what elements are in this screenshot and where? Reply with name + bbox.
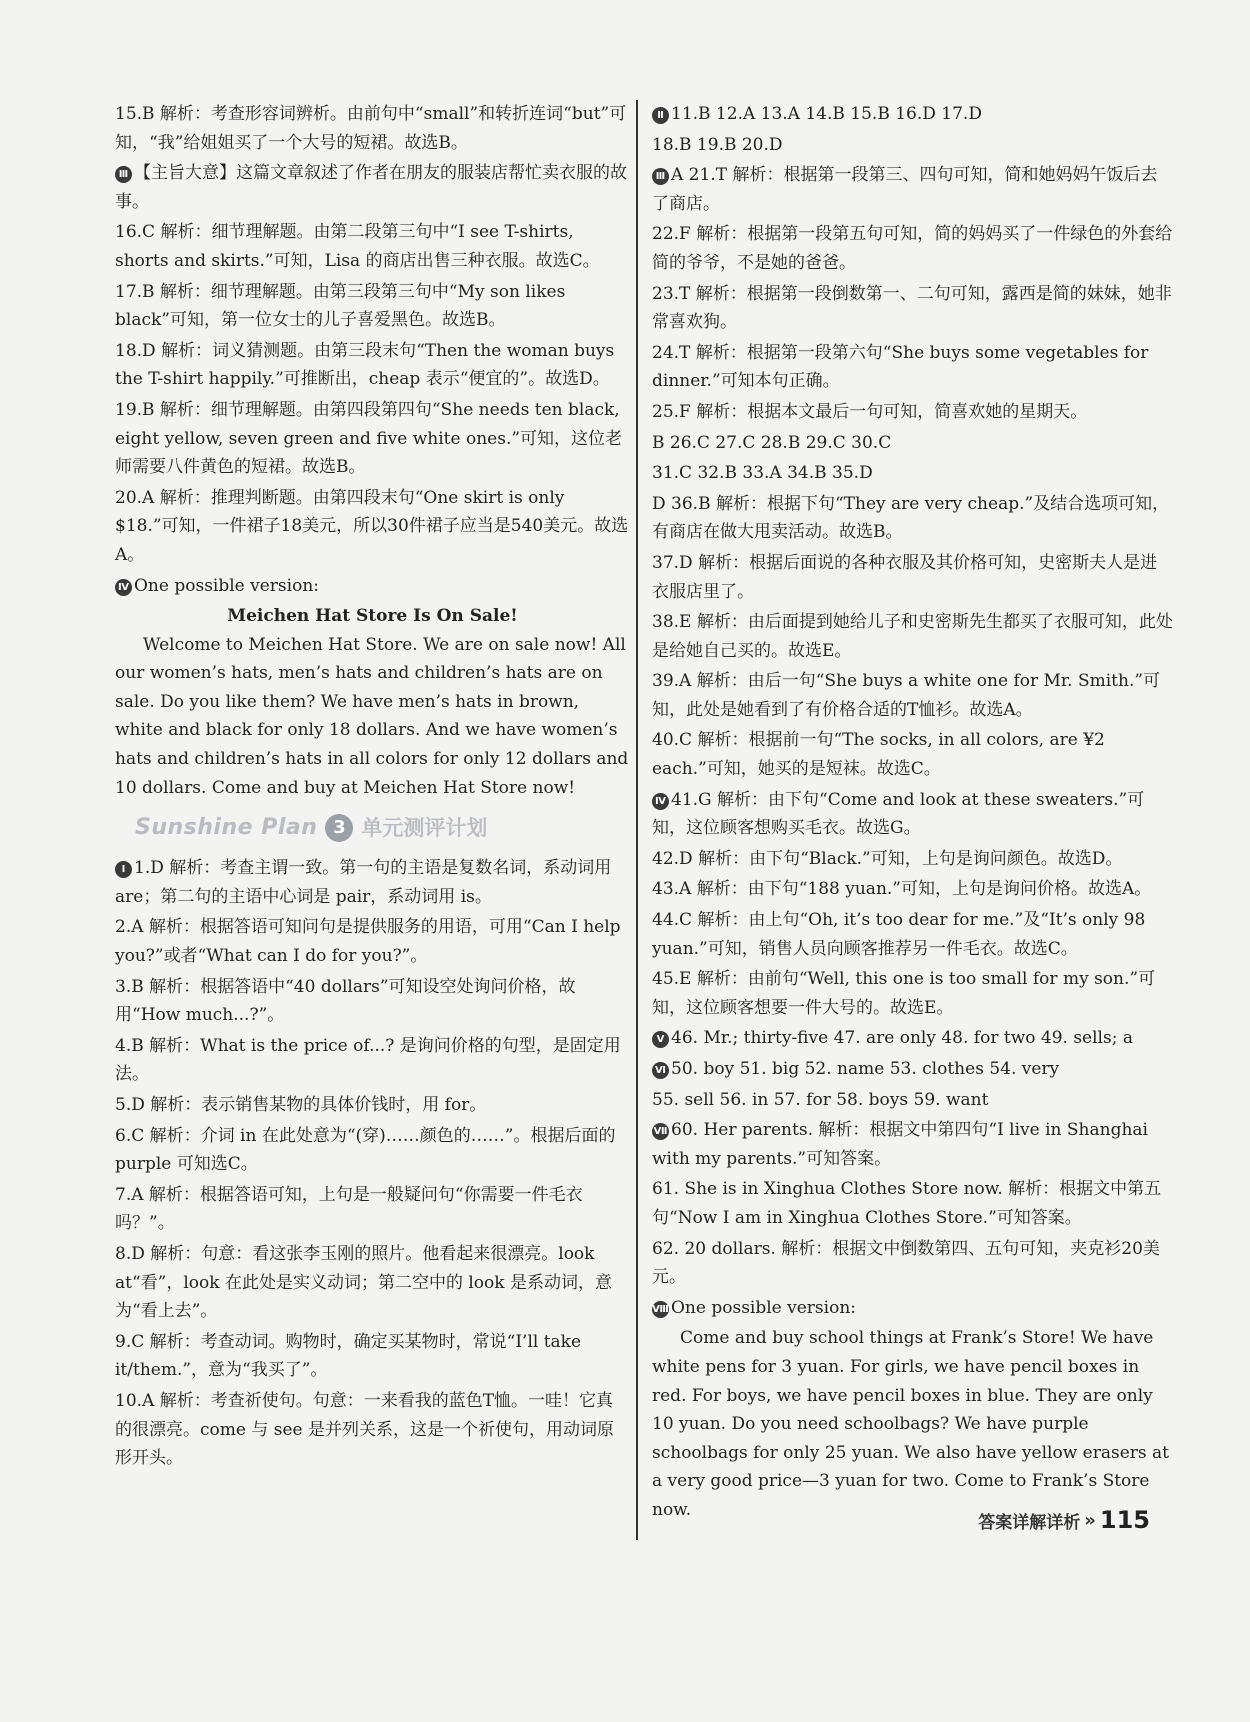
answer-item xyxy=(652,1024,1173,1053)
answer-item xyxy=(115,572,630,601)
answer-item xyxy=(652,906,1173,963)
answer-text: 46. Mr.; thirty-five 47. are only 48. for two 49. sells; a xyxy=(671,1028,1133,1049)
double-chevron-icon: » xyxy=(1084,1509,1096,1531)
answer-text: One possible version: xyxy=(671,1297,856,1318)
answer-item xyxy=(115,1091,630,1120)
answer-text: A 21.T 解析：根据第一段第三、四句可知，简和她妈妈午饭后去了商店。 xyxy=(652,165,1158,214)
answer-text: 38.E 解析：由后面提到她给儿子和史密斯先生都买了衣服可知，此处是给她自己买的。故选E。 xyxy=(652,612,1173,661)
answer-text: 41.G 解析：由下句“Come and look at these sweaters.”可知，这位顾客想购买毛衣。故选G。 xyxy=(652,789,1145,839)
answer-item xyxy=(652,786,1173,843)
answer-item xyxy=(652,398,1173,427)
answer-item xyxy=(652,339,1173,396)
answer-item xyxy=(652,1116,1173,1173)
answer-item xyxy=(115,100,630,157)
unit-test-banner xyxy=(135,808,630,848)
section-badge: Ⅴ xyxy=(652,1031,669,1048)
answer-text: 4.B 解析：What is the price of...? 是询问价格的句型，是固定用法。 xyxy=(115,1035,621,1085)
banner-en: Sunshine Plan xyxy=(135,814,318,840)
footer-label: 答案详解详析 xyxy=(978,1512,1081,1533)
section-badge: Ⅲ xyxy=(652,168,669,185)
answer-text: 11.B 12.A 13.A 14.B 15.B 16.D 17.D xyxy=(671,104,982,124)
section-badge: Ⅳ xyxy=(652,793,669,810)
answer-text: 44.C 解析：由上句“Oh, it’s too dear for me.”及“It’s only 98 yuan.”可知，销售人员向顾客推荐另一件毛衣。故选C。 xyxy=(652,910,1146,959)
answer-item xyxy=(115,1181,630,1238)
answer-item xyxy=(652,490,1173,547)
answer-item xyxy=(652,131,1173,160)
answer-item xyxy=(652,726,1173,783)
answer-item xyxy=(652,875,1173,904)
answer-item xyxy=(652,845,1173,874)
answer-item xyxy=(115,913,630,970)
answer-text: 39.A 解析：由后一句“She buys a white one for Mr. Smith.”可知，此处是她看到了有价格合适的T恤衫。故选A。 xyxy=(652,671,1161,720)
answer-item xyxy=(115,337,630,394)
answer-text: 3.B 解析：根据答语中“40 dollars”可知设空处询问价格，故用“How much...?”。 xyxy=(115,976,576,1026)
answer-text: One possible version: xyxy=(134,575,319,596)
answer-text: 2.A 解析：根据答语可知问句是提供服务的用语，可用“Can I help you?”或者“What can I do for you?”。 xyxy=(115,917,621,967)
answer-item xyxy=(115,854,630,911)
answer-text: 9.C 解析：考查动词。购物时，确定买某物时，常说“I’ll take it/them.”，意为“我买了”。 xyxy=(115,1331,582,1381)
answer-item xyxy=(652,1294,1173,1323)
answer-text: 45.E 解析：由前句“Well, this one is too small for my son.”可知，这位顾客想要一件大号的。故选E。 xyxy=(652,969,1156,1018)
answer-item xyxy=(115,396,630,482)
answer-text: 18.D 解析：词义猜测题。由第三段末句“Then the woman buys the T-shirt happily.”可推断出，cheap 表示“便宜的”。故选D。 xyxy=(115,340,615,390)
answer-text: 20.A 解析：推理判断题。由第四段末句“One skirt is only $18.”可知，一件裙子18美元，所以30件裙子应当是540美元。故选A。 xyxy=(115,487,629,565)
answer-item xyxy=(652,1055,1173,1084)
answer-item xyxy=(115,218,630,275)
answer-text: 10.A 解析：考查祈使句。句意：一来看我的蓝色T恤。一哇！它真的很漂亮。come 与 see 是并列关系，这是一个祈使句，用动词原形开头。 xyxy=(115,1390,614,1469)
answer-text: 55. sell 56. in 57. for 58. boys 59. want xyxy=(652,1089,989,1110)
answer-text: 1.D 解析：考查主谓一致。第一句的主语是复数名词，系动词用 are；第二句的主语中心词是 pair，系动词用 is。 xyxy=(115,858,612,907)
answer-text: 42.D 解析：由下句“Black.”可知，上句是询问颜色。故选D。 xyxy=(652,848,1123,869)
answer-item xyxy=(115,159,630,216)
left-answer-list-2 xyxy=(115,854,630,1472)
page-number: 115 xyxy=(1099,1506,1150,1534)
answer-item xyxy=(115,484,630,570)
answer-item xyxy=(115,1328,630,1385)
section-badge: Ⅲ xyxy=(115,166,132,183)
answer-item xyxy=(115,278,630,335)
answer-text: 17.B 解析：细节理解题。由第三段第三句中“My son likes black”可知，第一位女士的儿子喜爱黑色。故选B。 xyxy=(115,281,566,331)
section-badge: Ⅷ xyxy=(652,1301,669,1318)
banner-cn: 单元测评计划 xyxy=(361,815,488,840)
answer-item xyxy=(652,220,1173,277)
answer-item xyxy=(652,1175,1173,1232)
section-badge: Ⅶ xyxy=(652,1123,669,1140)
answer-text: 25.F 解析：根据本文最后一句可知，简喜欢她的星期天。 xyxy=(652,401,1088,422)
answer-text: 8.D 解析：句意：看这张李玉刚的照片。他看起来很漂亮。look at“看”，look 在此处是实义动词；第二空中的 look 是系动词，意为“看上去”。 xyxy=(115,1243,612,1322)
answer-text: 50. boy 51. big 52. name 53. clothes 54. very xyxy=(671,1059,1060,1079)
answer-item xyxy=(115,1122,630,1179)
answer-item xyxy=(652,1235,1173,1292)
answer-text: 15.B 解析：考查形容词辨析。由前句中“small”和转折连词“but”可知，“我”给姐姐买了一个大号的短裙。故选B。 xyxy=(115,104,627,153)
section-badge: Ⅳ xyxy=(115,579,132,596)
answer-item xyxy=(652,280,1173,337)
answer-text: B 26.C 27.C 28.B 29.C 30.C xyxy=(652,432,892,453)
column-divider xyxy=(636,100,638,1540)
left-column xyxy=(115,100,630,1475)
answer-item xyxy=(115,973,630,1030)
essay-title: Meichen Hat Store Is On Sale! xyxy=(227,606,518,627)
answer-item xyxy=(652,608,1173,665)
banner-number: 3 xyxy=(325,814,353,842)
section-badge: Ⅰ xyxy=(115,861,132,878)
answer-item xyxy=(652,100,1173,129)
answer-text: 6.C 解析：介词 in 在此处意为“(穿)……颜色的……”。根据后面的 purple 可知选C。 xyxy=(115,1125,616,1175)
answer-text: 60. Her parents. 解析：根据文中第四句“I live in Shanghai with my parents.”可知答案。 xyxy=(652,1120,1148,1169)
answer-item xyxy=(115,1032,630,1089)
essay-body-right: Come and buy school things at Frank’s Store! We have white pens for 3 yuan. For girls, we have pencil boxes in red. For boys, we have pencil boxes in blue. They are only 10 yuan. Do you need schoolbags? We have purple schoolbags for only 25 yuan. We also have yellow erasers at a very good price—3 yuan for two. Come to Frank’s Store now. xyxy=(652,1328,1169,1520)
section-badge: Ⅱ xyxy=(652,107,669,124)
answer-item xyxy=(652,667,1173,724)
page-footer xyxy=(978,1506,1150,1534)
answer-text: 16.C 解析：细节理解题。由第二段第三句中“I see T-shirts, shorts and skirts.”可知，Lisa 的商店出售三种衣服。故选C。 xyxy=(115,222,600,271)
answer-item xyxy=(652,459,1173,488)
answer-text: 7.A 解析：根据答语可知，上句是一般疑问句“你需要一件毛衣吗？”。 xyxy=(115,1184,583,1234)
right-answer-list xyxy=(652,100,1173,1322)
answer-text: 【主旨大意】这篇文章叙述了作者在朋友的服装店帮忙卖衣服的故事。 xyxy=(115,163,627,212)
answer-text: 24.T 解析：根据第一段第六句“She buys some vegetables for dinner.”可知本句正确。 xyxy=(652,342,1149,392)
answer-text: 40.C 解析：根据前一句“The socks, in all colors, are ¥2 each.”可知，她买的是短袜。故选C。 xyxy=(652,730,1105,780)
right-column xyxy=(652,100,1173,1525)
answer-text: D 36.B 解析：根据下句“They are very cheap.”及结合选项可知，有商店在做大甩卖活动。故选B。 xyxy=(652,493,1170,543)
answer-item xyxy=(652,1086,1173,1115)
answer-text: 23.T 解析：根据第一段倒数第一、二句可知，露西是简的妹妹，她非常喜欢狗。 xyxy=(652,283,1172,333)
answer-item xyxy=(652,965,1173,1022)
answer-text: 61. She is in Xinghua Clothes Store now. 解析：根据文中第五句“Now I am in Xinghua Clothes Store.”可知答案。 xyxy=(652,1179,1162,1228)
answer-text: 62. 20 dollars. 解析：根据文中倒数第四、五句可知，夹克衫20美元。 xyxy=(652,1238,1160,1288)
answer-text: 19.B 解析：细节理解题。由第四段第四句“She needs ten black, eight yellow, seven green and five white ones.”可知，这位老师需要八件黄色的短裙。故选B。 xyxy=(115,399,623,478)
answer-text: 37.D 解析：根据后面说的各种衣服及其价格可知，史密斯夫人是进衣服店里了。 xyxy=(652,552,1158,602)
answer-text: 43.A 解析：由下句“188 yuan.”可知，上句是询问价格。故选A。 xyxy=(652,879,1152,900)
section-badge: Ⅵ xyxy=(652,1062,669,1079)
essay-body-left: Welcome to Meichen Hat Store. We are on sale now! All our women’s hats, men’s hats and children’s hats are on sale. Do you like them? We have men’s hats in brown, white and black for only 18 dollars. And we have women’s hats and children’s hats in all colors for only 12 dollars and 10 dollars. Come and buy at Meichen Hat Store now! xyxy=(115,634,629,798)
left-answer-list-1 xyxy=(115,100,630,600)
answer-item xyxy=(652,161,1173,218)
answer-item xyxy=(652,549,1173,606)
answer-item xyxy=(652,429,1173,458)
answer-text: 5.D 解析：表示销售某物的具体价钱时，用 for。 xyxy=(115,1095,487,1115)
answer-item xyxy=(115,1240,630,1326)
answer-text: 31.C 32.B 33.A 34.B 35.D xyxy=(652,463,873,484)
answer-text: 22.F 解析：根据第一段第五句可知，简的妈妈买了一件绿色的外套给简的爷爷，不是她的爸爸。 xyxy=(652,224,1173,273)
answer-text: 18.B 19.B 20.D xyxy=(652,134,783,155)
answer-item xyxy=(115,1387,630,1473)
